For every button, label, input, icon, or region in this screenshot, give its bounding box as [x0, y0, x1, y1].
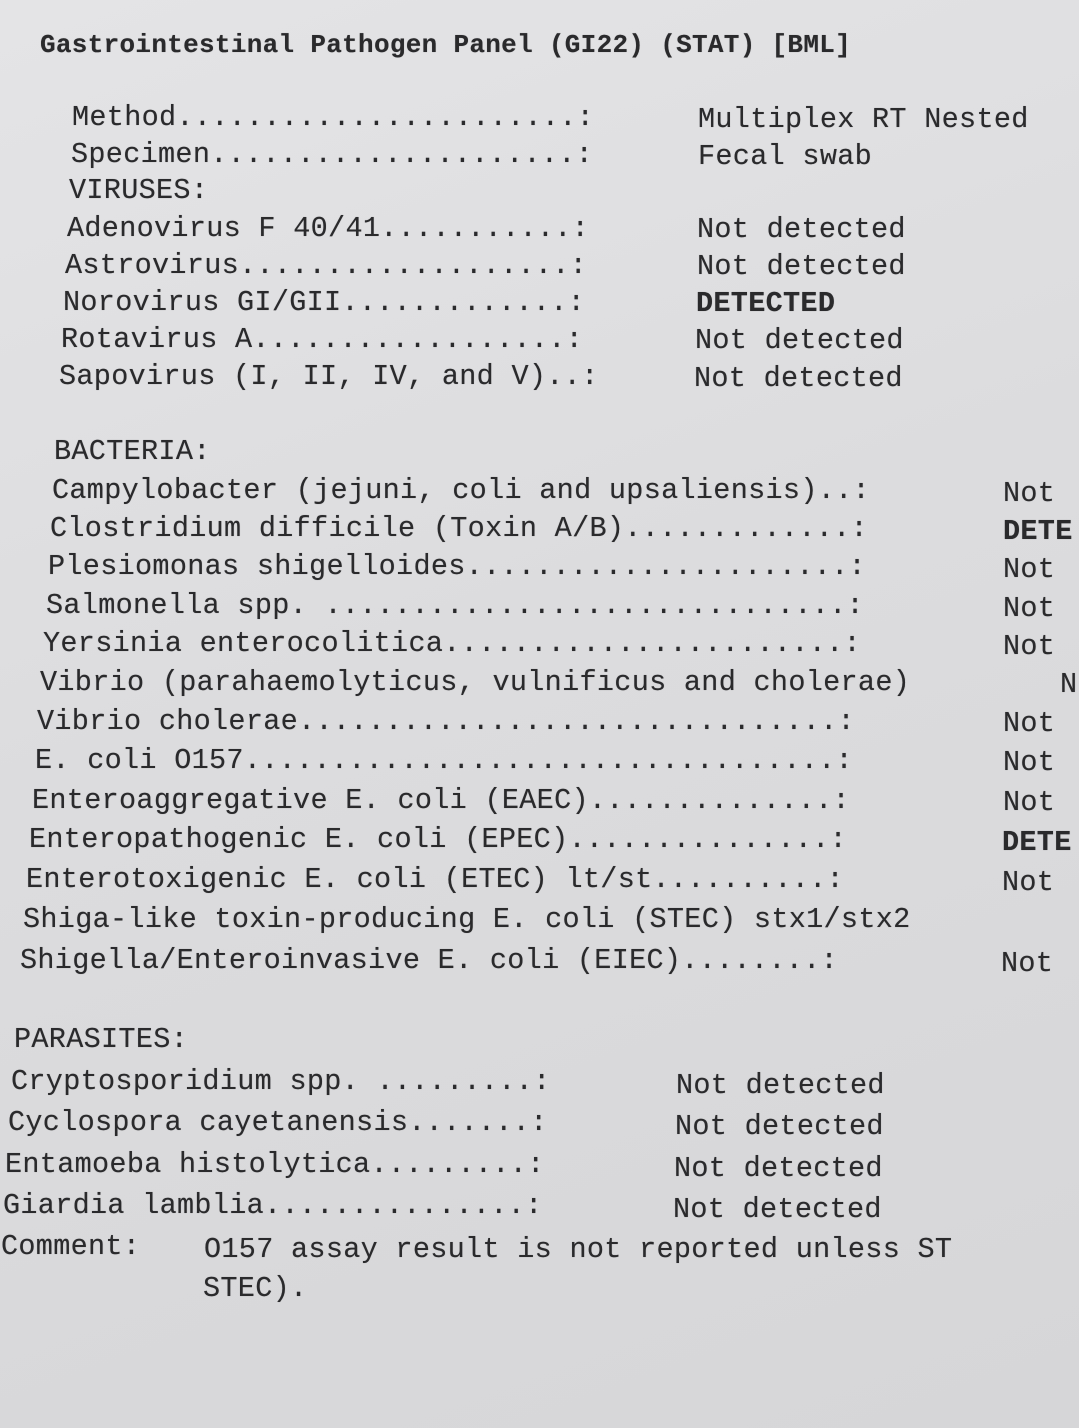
virus-row-label: Adenovirus F 40/41...........: [67, 212, 590, 245]
virus-row-value: Not detected [697, 213, 906, 246]
virus-row-label: Rotavirus A..................: [61, 323, 584, 356]
bacteria-row-label: Shiga-like toxin-producing E. coli (STEC) stx1/stx2 [23, 903, 911, 936]
specimen-value: Fecal swab [698, 140, 873, 173]
virus-row-label: Astrovirus...................: [65, 249, 588, 282]
bacteria-row-label: Yersinia enterocolitica.......................: [43, 627, 861, 660]
parasite-row-label: Cyclospora cayetanensis.......: [8, 1106, 548, 1139]
virus-row-value-detected: DETECTED [696, 287, 836, 320]
bacteria-row-value: Not [1003, 630, 1056, 663]
specimen-label: Specimen.....................: [71, 138, 594, 171]
bacteria-row-value: Not [1003, 786, 1056, 819]
bacteria-row-label: Enteropathogenic E. coli (EPEC)...............: [29, 823, 847, 856]
bacteria-row-value: Not [1003, 707, 1056, 740]
parasite-row-value: Not detected [673, 1193, 882, 1226]
parasite-row-label: Entamoeba histolytica.........: [5, 1148, 545, 1181]
bacteria-row-label: Vibrio (parahaemolyticus, vulnificus and cholerae) [40, 666, 911, 699]
virus-row-label: Norovirus GI/GII.............: [63, 286, 586, 319]
bacteria-row-value: Not [1003, 746, 1056, 779]
virus-row-value: Not detected [695, 324, 904, 357]
bacteria-row-value: Not [1001, 947, 1054, 980]
report-title: Gastrointestinal Pathogen Panel (GI22) (STAT) [BML] [40, 30, 852, 60]
bacteria-row-label: Salmonella spp. ..............................: [46, 589, 864, 622]
bacteria-row-label: Vibrio cholerae...............................: [37, 705, 855, 738]
comment-label: Comment: [1, 1230, 141, 1263]
virus-row-label: Sapovirus (I, II, IV, and V)..: [59, 360, 599, 393]
comment-text-continued: STEC). [203, 1272, 308, 1305]
virus-row-value: Not detected [697, 250, 906, 283]
bacteria-row-label: Enteroaggregative E. coli (EAEC)..............: [32, 784, 850, 817]
parasite-row-label: Cryptosporidium spp. .........: [11, 1065, 551, 1098]
bacteria-row-label: Clostridium difficile (Toxin A/B).............: [50, 512, 868, 545]
bacteria-row-label: Plesiomonas shigelloides......................: [48, 550, 866, 583]
bacteria-row-label: Campylobacter (jejuni, coli and upsaliensis)..: [52, 474, 870, 507]
bacteria-row-value: Not [1002, 866, 1055, 899]
parasite-row-value: Not detected [674, 1152, 883, 1185]
bacteria-row-label: Shigella/Enteroinvasive E. coli (EIEC)........: [20, 944, 838, 977]
bacteria-row-value-detected: DETE [1003, 515, 1073, 548]
bacteria-row-value: N [1060, 668, 1078, 701]
bacteria-row-label: E. coli O157..................................: [35, 744, 853, 777]
parasite-row-label: Giardia lamblia...............: [3, 1189, 543, 1222]
method-value: Multiplex RT Nested [698, 103, 1029, 136]
method-label: Method.......................: [72, 101, 595, 134]
parasites-heading: PARASITES: [14, 1023, 189, 1056]
parasite-row-value: Not detected [675, 1110, 884, 1143]
comment-text: O157 assay result is not reported unless ST [204, 1233, 953, 1266]
bacteria-row-value-detected: DETE [1002, 826, 1072, 859]
viruses-heading: VIRUSES: [69, 174, 209, 207]
bacteria-row-value: Not [1003, 592, 1056, 625]
bacteria-row-value: Not [1003, 477, 1056, 510]
parasite-row-value: Not detected [676, 1069, 885, 1102]
bacteria-heading: BACTERIA: [54, 435, 211, 468]
virus-row-value: Not detected [694, 362, 903, 395]
bacteria-row-value: Not [1003, 553, 1056, 586]
bacteria-row-label: Enterotoxigenic E. coli (ETEC) lt/st..........: [26, 863, 844, 896]
